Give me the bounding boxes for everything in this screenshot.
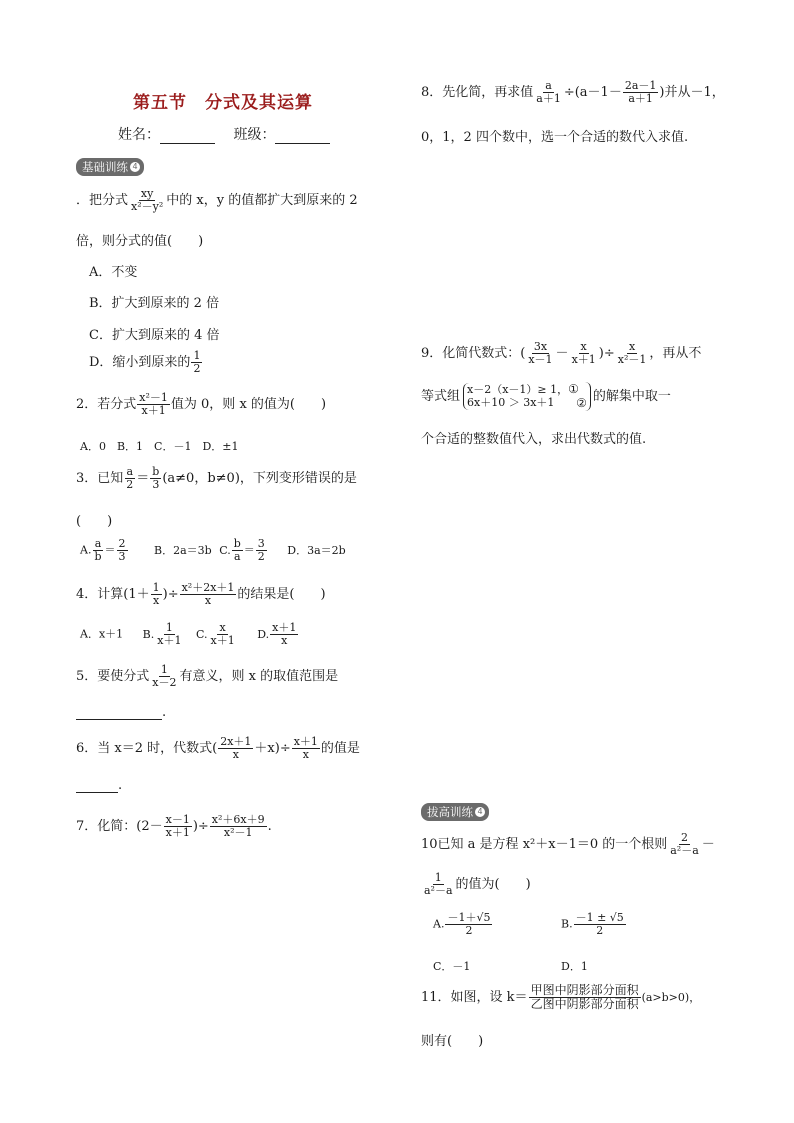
q1-pre: ．把分式 [76,193,129,209]
question-6: 6．当 x＝2 时，代数式( $\frac{2x+1}{x}$ ＋x)÷ $\frac{x+1}{x}$ 的值是 [76,735,360,762]
q10-line2: $\frac{1}{\text{a²－a}}$ 的值为( ) [424,871,531,898]
q10-option-d[interactable]: D．1 [561,960,588,973]
question-11: 11．如图，设 k＝ $\frac{\text{甲图中阴影部分面积}}{\text{乙图中阴影部分面积}}$ (a>b>0)， [421,983,701,1012]
question-10: 10已知 a 是方程 x²＋x－1＝0 的一个根则 $\frac{2}{\text{a²－a}}$ － [421,831,715,858]
q10-option-a[interactable]: A. $\frac{-1+√5}{2}$ [433,911,491,938]
q1-fraction: $\frac{xy}{\text{x²－y²}}$ [131,187,164,214]
question-2: 2．若分式 $\frac{\text{x²－1}}{x+1}$ 值为 0，则 x 的值为( ) [76,391,327,418]
class-label: 班级： [233,127,276,143]
q1-line2: 倍，则分式的值( ) [76,234,204,249]
q3-line2: ( ) [76,514,113,529]
question-1 [76,188,358,213]
q3-options[interactable]: A. $\frac{a}{b}$ ＝ $\frac{2}{3}$ B．2a＝3b C. $\frac{b}{a}$ ＝ $\frac{3}{2}$ D．3a＝2b [80,537,346,564]
q10-option-b[interactable]: B. $\frac{-1 \pm √5}{2}$ [561,911,624,938]
q1-option-d[interactable]: D．缩小到原来的 $\frac{1}{2}$ [89,349,201,376]
question-3: 3．已知 $\frac{a}{2}$ ＝ $\frac{b}{3}$ (a≠0，b≠0)，下列变形错误的是 [76,465,357,492]
q11-line2: 则有( ) [421,1034,484,1049]
q5-blank[interactable] [76,705,162,720]
q9-line2: 等式组 x－2（x－1）≥ 1， 6x＋10 ＞ 3x＋1 ① ② 的解集中取一 [421,382,671,411]
section-basic-label: 基础训练 [82,160,128,174]
page-title: 第五节 分式及其运算 [133,93,313,113]
question-9: 9．化简代数式：( $\frac{3x}{x-1}$ － $\frac{x}{x+1}$ )÷ $\frac{x}{\text{x²－1}}$ ，再从不 [421,340,702,367]
q9-inequality-system: x－2（x－1）≥ 1， 6x＋10 ＞ 3x＋1 [463,383,568,409]
q5-answer[interactable]: . [76,705,166,720]
q1-option-b[interactable]: B．扩大到原来的 2 倍 [89,296,220,311]
student-info [118,124,330,144]
q8-line2: 0，1，2 四个数中，选一个合适的数代入求值. [421,130,689,145]
question-8: 8．先化简，再求值 $\frac{a}{a+1}$ ÷(a－1－ $\frac{2a-1}{a+1}$ )并从－1， [421,79,725,106]
name-label: 姓名： [118,127,160,143]
class-blank[interactable] [275,143,330,144]
section-advanced-mark-icon: 4 [475,807,485,817]
q4-options[interactable]: A．x＋1 B. $\frac{1}{x+1}$ C. $\frac{x}{x+1}$ D. $\frac{x+1}{x}$ [80,621,297,648]
section-basic [76,158,144,176]
q6-answer[interactable]: . [76,778,122,793]
section-advanced-label: 拔高训练 [427,805,473,819]
section-advanced [421,803,489,821]
q10-option-c[interactable]: C．－1 [433,960,471,973]
q2-options[interactable]: A．0 B．1 C．－1 D．±1 [80,440,239,453]
q9-line3: 个合适的整数值代入，求出代数式的值. [421,432,647,447]
q1-option-a[interactable]: A．不变 [89,265,138,280]
q1-post: 中的 x，y 的值都扩大到原来的 2 [166,193,358,209]
q6-blank[interactable] [76,778,118,793]
section-basic-mark-icon: 4 [130,162,140,172]
question-7: 7．化简：(2－ $\frac{x-1}{x+1}$ )÷ $\frac{\text{x²＋6x＋9}}{\text{x²－1}}$ . [76,813,272,840]
q1-option-c[interactable]: C．扩大到原来的 4 倍 [89,328,220,343]
question-5: 5．要使分式 $\frac{1}{x-2}$ 有意义，则 x 的取值范围是 [76,663,339,690]
name-blank[interactable] [160,143,215,144]
question-4: 4．计算(1＋ $\frac{1}{x}$ )÷ $\frac{\text{x²＋2x＋1}}{x}$ 的结果是( ) [76,581,326,608]
